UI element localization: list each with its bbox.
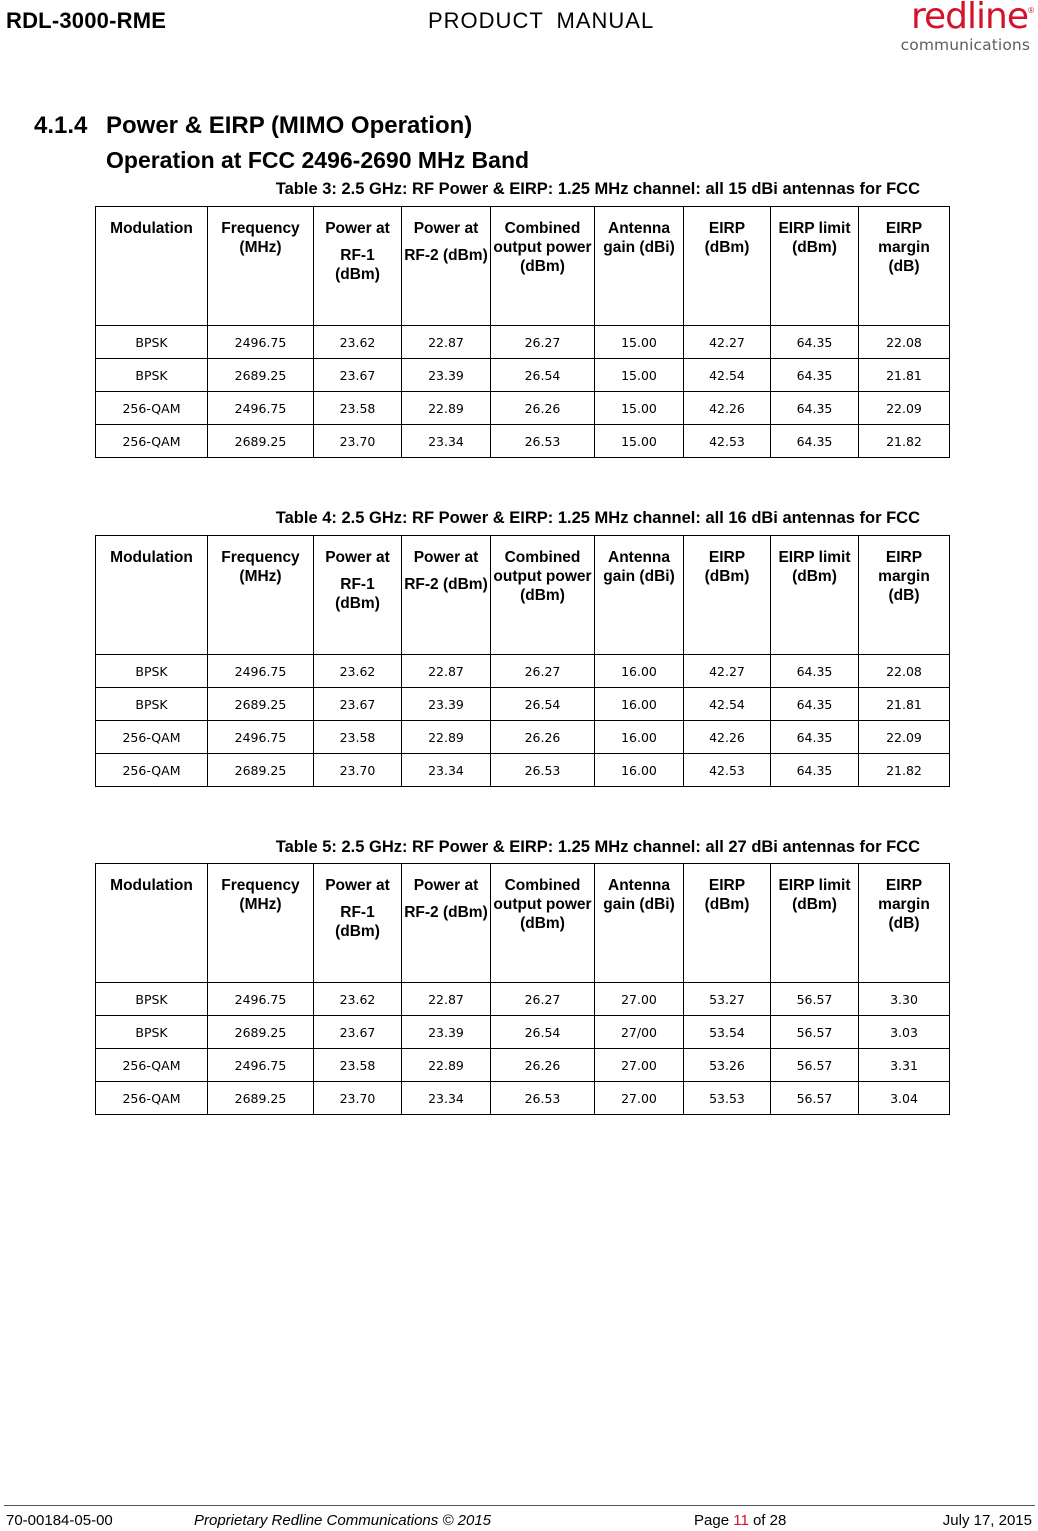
col-antenna-gain: Antenna gain (dBi) <box>595 207 684 326</box>
cell: 22.09 <box>859 721 950 754</box>
table-row <box>96 1016 950 1049</box>
footer-doc-number: 70-00184-05-00 <box>6 1512 113 1529</box>
footer-divider <box>4 1505 1035 1506</box>
power-eirp-table-27dbi <box>95 863 950 1115</box>
section-subtitle: Operation at FCC 2496-2690 MHz Band <box>106 147 530 173</box>
col-eirp-margin: EIRP margin (dB) <box>859 536 950 655</box>
cell: 64.35 <box>771 425 859 458</box>
cell: 16.00 <box>595 688 684 721</box>
col-eirp-limit: EIRP limit (dBm) <box>771 864 859 983</box>
table-row <box>96 392 950 425</box>
col-eirp-limit: EIRP limit (dBm) <box>771 536 859 655</box>
cell: 26.53 <box>491 1082 595 1115</box>
footer-date: July 17, 2015 <box>942 1512 1032 1529</box>
cell: 256-QAM <box>96 721 208 754</box>
cell: BPSK <box>96 1016 208 1049</box>
cell: 22.08 <box>859 655 950 688</box>
cell: 22.08 <box>859 326 950 359</box>
cell: 23.67 <box>314 1016 402 1049</box>
cell: 21.81 <box>859 359 950 392</box>
col-rf1-power: Power at RF-1 (dBm) <box>314 864 402 983</box>
cell: 256-QAM <box>96 392 208 425</box>
cell: BPSK <box>96 688 208 721</box>
cell: 26.26 <box>491 721 595 754</box>
cell: 16.00 <box>595 721 684 754</box>
cell: 53.26 <box>684 1049 771 1082</box>
cell: 3.30 <box>859 983 950 1016</box>
cell: 27/00 <box>595 1016 684 1049</box>
cell: 23.62 <box>314 326 402 359</box>
cell: 256-QAM <box>96 1049 208 1082</box>
cell: 42.53 <box>684 425 771 458</box>
page-current: 11 <box>733 1512 749 1529</box>
logo-wordmark: redline <box>911 0 1028 37</box>
cell: 22.87 <box>402 326 491 359</box>
cell: 26.54 <box>491 1016 595 1049</box>
table-row <box>96 983 950 1016</box>
cell: 64.35 <box>771 688 859 721</box>
col-eirp-margin: EIRP margin (dB) <box>859 207 950 326</box>
cell: 3.03 <box>859 1016 950 1049</box>
footer-proprietary: Proprietary Redline Communications © 2015 <box>194 1512 492 1529</box>
col-eirp-margin: EIRP margin (dB) <box>859 864 950 983</box>
cell: 2496.75 <box>208 983 314 1016</box>
table-caption: Table 4: 2.5 GHz: RF Power & EIRP: 1.25 MHz channel: all 16 dBi antennas for FCC <box>275 509 920 527</box>
cell: 15.00 <box>595 425 684 458</box>
cell: 23.62 <box>314 655 402 688</box>
cell: 42.27 <box>684 326 771 359</box>
cell: 26.54 <box>491 688 595 721</box>
col-modulation: Modulation <box>96 536 208 655</box>
cell: 256-QAM <box>96 754 208 787</box>
logo-subtitle: communications <box>900 36 1030 54</box>
cell: 2496.75 <box>208 326 314 359</box>
cell: 16.00 <box>595 655 684 688</box>
cell: 15.00 <box>595 326 684 359</box>
col-eirp: EIRP (dBm) <box>684 536 771 655</box>
cell: 2689.25 <box>208 1016 314 1049</box>
cell: 42.54 <box>684 359 771 392</box>
cell: 2689.25 <box>208 688 314 721</box>
table-row <box>96 688 950 721</box>
table-row <box>96 754 950 787</box>
col-modulation: Modulation <box>96 864 208 983</box>
cell: 3.04 <box>859 1082 950 1115</box>
table-caption: Table 5: 2.5 GHz: RF Power & EIRP: 1.25 MHz channel: all 27 dBi antennas for FCC <box>275 838 920 856</box>
col-rf2-power: Power at RF-2 (dBm) <box>402 536 491 655</box>
cell: 27.00 <box>595 1049 684 1082</box>
table-row <box>96 425 950 458</box>
cell: 21.82 <box>859 754 950 787</box>
section-number: 4.1.4 <box>34 112 88 139</box>
cell: 2496.75 <box>208 1049 314 1082</box>
cell: 23.70 <box>314 754 402 787</box>
cell: 26.27 <box>491 655 595 688</box>
cell: 53.27 <box>684 983 771 1016</box>
manual-label: PRODUCT MANUAL <box>428 8 655 33</box>
col-combined-power: Combined output power (dBm) <box>491 207 595 326</box>
cell: 56.57 <box>771 1082 859 1115</box>
cell: 22.87 <box>402 655 491 688</box>
power-eirp-table-16dbi <box>95 535 950 787</box>
cell: 23.70 <box>314 425 402 458</box>
cell: 64.35 <box>771 359 859 392</box>
cell: 23.34 <box>402 754 491 787</box>
page-of: of 28 <box>752 1512 787 1529</box>
cell: 56.57 <box>771 1016 859 1049</box>
cell: 23.67 <box>314 688 402 721</box>
cell: 23.67 <box>314 359 402 392</box>
cell: 23.70 <box>314 1082 402 1115</box>
col-rf2-power: Power at RF-2 (dBm) <box>402 864 491 983</box>
cell: 26.53 <box>491 425 595 458</box>
cell: 53.53 <box>684 1082 771 1115</box>
cell: 23.34 <box>402 1082 491 1115</box>
table-row <box>96 721 950 754</box>
cell: 23.58 <box>314 1049 402 1082</box>
cell: BPSK <box>96 326 208 359</box>
cell: 42.53 <box>684 754 771 787</box>
cell: 22.87 <box>402 983 491 1016</box>
cell: 22.89 <box>402 392 491 425</box>
cell: 2689.25 <box>208 1082 314 1115</box>
cell: BPSK <box>96 359 208 392</box>
header-row <box>96 207 950 326</box>
col-antenna-gain: Antenna gain (dBi) <box>595 864 684 983</box>
footer-page-number <box>694 1512 786 1529</box>
cell: 26.26 <box>491 392 595 425</box>
cell: 2689.25 <box>208 359 314 392</box>
cell: 21.81 <box>859 688 950 721</box>
col-rf1-power: Power at RF-1 (dBm) <box>314 536 402 655</box>
cell: 27.00 <box>595 983 684 1016</box>
page-prefix: Page <box>694 1512 730 1529</box>
cell: 64.35 <box>771 721 859 754</box>
col-eirp: EIRP (dBm) <box>684 864 771 983</box>
cell: 2496.75 <box>208 392 314 425</box>
document-id: RDL-3000-RME <box>6 8 167 33</box>
cell: 26.54 <box>491 359 595 392</box>
cell: 256-QAM <box>96 1082 208 1115</box>
cell: 23.58 <box>314 392 402 425</box>
registered-mark: ® <box>1028 6 1034 15</box>
cell: 64.35 <box>771 754 859 787</box>
col-eirp: EIRP (dBm) <box>684 207 771 326</box>
cell: 15.00 <box>595 359 684 392</box>
cell: 2689.25 <box>208 754 314 787</box>
section-title: Power & EIRP (MIMO Operation) <box>106 112 473 139</box>
cell: 23.39 <box>402 359 491 392</box>
header-row <box>96 864 950 983</box>
col-antenna-gain: Antenna gain (dBi) <box>595 536 684 655</box>
cell: 23.62 <box>314 983 402 1016</box>
col-rf2-power: Power at RF-2 (dBm) <box>402 207 491 326</box>
cell: 26.26 <box>491 1049 595 1082</box>
cell: 21.82 <box>859 425 950 458</box>
col-modulation: Modulation <box>96 207 208 326</box>
header-row <box>96 536 950 655</box>
cell: 64.35 <box>771 326 859 359</box>
cell: 27.00 <box>595 1082 684 1115</box>
cell: 16.00 <box>595 754 684 787</box>
col-combined-power: Combined output power (dBm) <box>491 536 595 655</box>
cell: 22.89 <box>402 1049 491 1082</box>
cell: 256-QAM <box>96 425 208 458</box>
cell: BPSK <box>96 655 208 688</box>
cell: 26.27 <box>491 326 595 359</box>
cell: 2496.75 <box>208 655 314 688</box>
cell: 23.58 <box>314 721 402 754</box>
cell: 22.89 <box>402 721 491 754</box>
cell: 2689.25 <box>208 425 314 458</box>
cell: 22.09 <box>859 392 950 425</box>
cell: 42.27 <box>684 655 771 688</box>
power-eirp-table-15dbi <box>95 206 950 458</box>
cell: 42.26 <box>684 392 771 425</box>
cell: 2496.75 <box>208 721 314 754</box>
cell: 26.53 <box>491 754 595 787</box>
cell: 3.31 <box>859 1049 950 1082</box>
col-eirp-limit: EIRP limit (dBm) <box>771 207 859 326</box>
table-caption: Table 3: 2.5 GHz: RF Power & EIRP: 1.25 MHz channel: all 15 dBi antennas for FCC <box>275 180 920 198</box>
cell: 42.54 <box>684 688 771 721</box>
col-frequency: Frequency (MHz) <box>208 207 314 326</box>
cell: BPSK <box>96 983 208 1016</box>
table-row <box>96 359 950 392</box>
cell: 56.57 <box>771 1049 859 1082</box>
table-row <box>96 1049 950 1082</box>
table-row <box>96 326 950 359</box>
cell: 26.27 <box>491 983 595 1016</box>
redline-logo <box>898 2 1038 56</box>
cell: 15.00 <box>595 392 684 425</box>
cell: 23.39 <box>402 1016 491 1049</box>
cell: 42.26 <box>684 721 771 754</box>
col-frequency: Frequency (MHz) <box>208 536 314 655</box>
cell: 53.54 <box>684 1016 771 1049</box>
table-row <box>96 655 950 688</box>
cell: 64.35 <box>771 655 859 688</box>
col-frequency: Frequency (MHz) <box>208 864 314 983</box>
table-row <box>96 1082 950 1115</box>
cell: 23.39 <box>402 688 491 721</box>
cell: 23.34 <box>402 425 491 458</box>
col-rf1-power: Power at RF-1 (dBm) <box>314 207 402 326</box>
col-combined-power: Combined output power (dBm) <box>491 864 595 983</box>
cell: 64.35 <box>771 392 859 425</box>
cell: 56.57 <box>771 983 859 1016</box>
